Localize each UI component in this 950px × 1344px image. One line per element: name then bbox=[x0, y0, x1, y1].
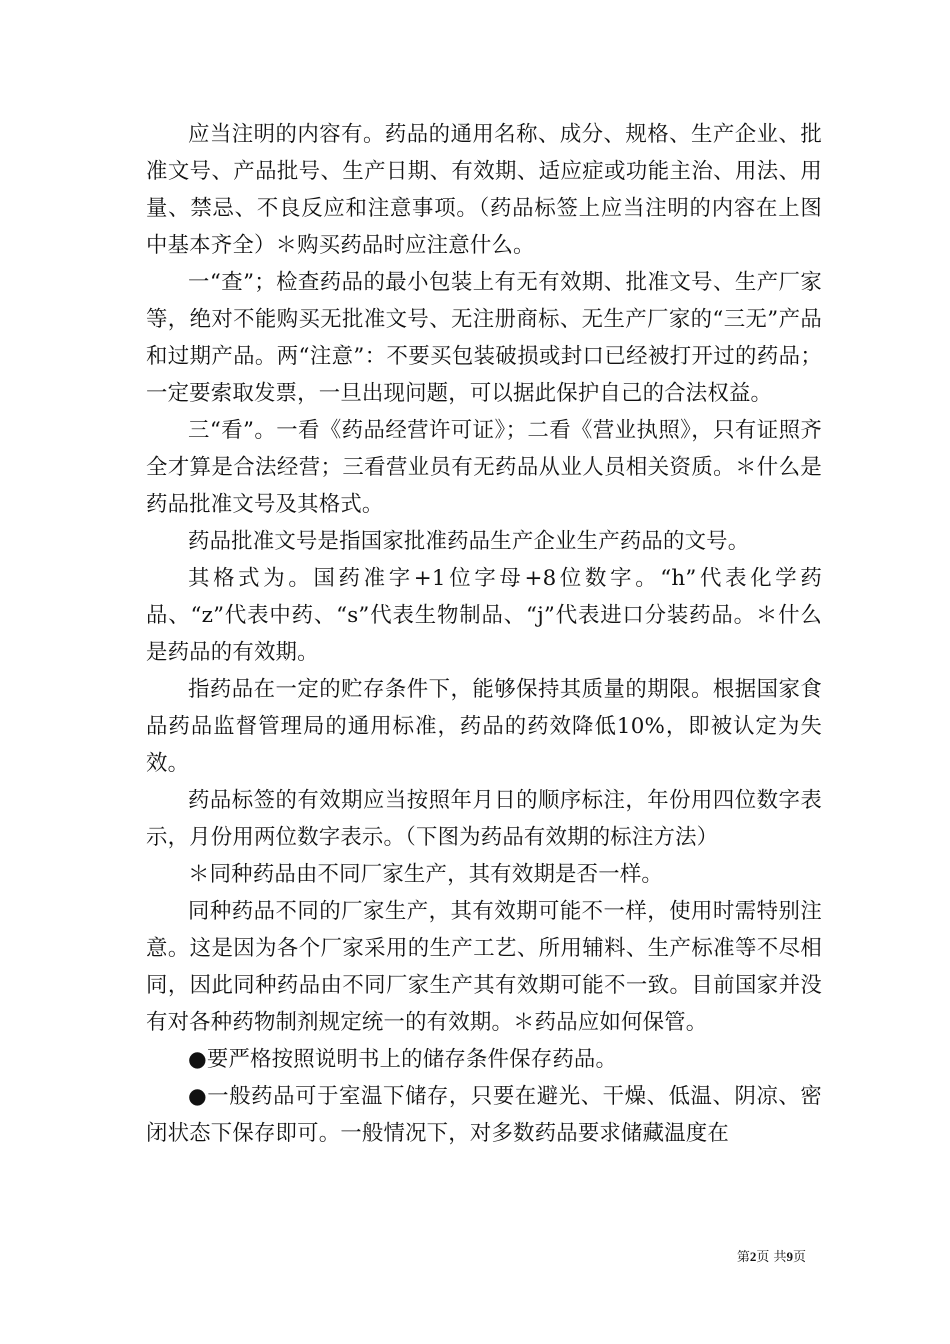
paragraph-8: ＊同种药品由不同厂家生产，其有效期是否一样。 bbox=[188, 862, 663, 887]
footer-prefix: 第 bbox=[736, 1250, 750, 1265]
paragraph-4: 药品批准文号是指国家批准药品生产企业生产药品的文号。 bbox=[188, 529, 750, 554]
paragraph-6: 指药品在一定的贮存条件下，能够保持其质量的期限。根据国家食品药品监督管理局的通用标准，药品的药效降低10%，即被认定为失效。 bbox=[146, 677, 822, 776]
paragraph-2: 一“查”；检查药品的最小包装上有无有效期、批准文号、生产厂家等，绝对不能购买无批准文号、无注册商标、无生产厂家的“三无”产品和过期产品。两“注意”：不要买包装破损或封口已经被打开过的药品；一定要索取发票，一旦出现问题，可以据此保护自己的合法权益。 bbox=[146, 270, 822, 406]
page-number-footer bbox=[737, 1246, 806, 1265]
paragraph-3: 三“看”。一看《药品经营许可证》；二看《营业执照》，只有证照齐全才算是合法经营；三看营业员有无药品从业人员相关资质。＊什么是药品批准文号及其格式。 bbox=[146, 418, 822, 517]
paragraph-9: 同种药品不同的厂家生产，其有效期可能不一样，使用时需特别注意。这是因为各个厂家采用的生产工艺、所用辅料、生产标准等不尽相同，因此同种药品由不同厂家生产其有效期可能不一致。目前国家并没有对各种药物制剂规定统一的有效期。＊药品应如何保管。 bbox=[146, 899, 822, 1035]
footer-current-page: 2 bbox=[749, 1249, 757, 1264]
document-body bbox=[146, 116, 822, 1152]
footer-suffix: 页 bbox=[792, 1250, 806, 1265]
footer-middle: 页 共 bbox=[756, 1250, 787, 1265]
footer-total-pages: 9 bbox=[786, 1249, 793, 1264]
paragraph-1: 应当注明的内容有。药品的通用名称、成分、规格、生产企业、批准文号、产品批号、生产日期、有效期、适应症或功能主治、用法、用量、禁忌、不良反应和注意事项。（药品标签上应当注明的内容在上图中基本齐全）＊购买药品时应注意什么。 bbox=[146, 122, 822, 258]
paragraph-11: ●一般药品可于室温下储存，只要在避光、干燥、低温、阴凉、密闭状态下保存即可。一般情况下，对多数药品要求储藏温度在 bbox=[146, 1084, 822, 1146]
paragraph-10: ●要严格按照说明书上的储存条件保存药品。 bbox=[188, 1047, 618, 1072]
paragraph-7: 药品标签的有效期应当按照年月日的顺序标注，年份用四位数字表示，月份用两位数字表示。（下图为药品有效期的标注方法） bbox=[146, 788, 822, 850]
paragraph-5: 其格式为。国药准字+1位字母+8位数字。“h”代表化学药品、“z”代表中药、“s”代表生物制品、“j”代表进口分装药品。＊什么是药品的有效期。 bbox=[146, 566, 822, 665]
